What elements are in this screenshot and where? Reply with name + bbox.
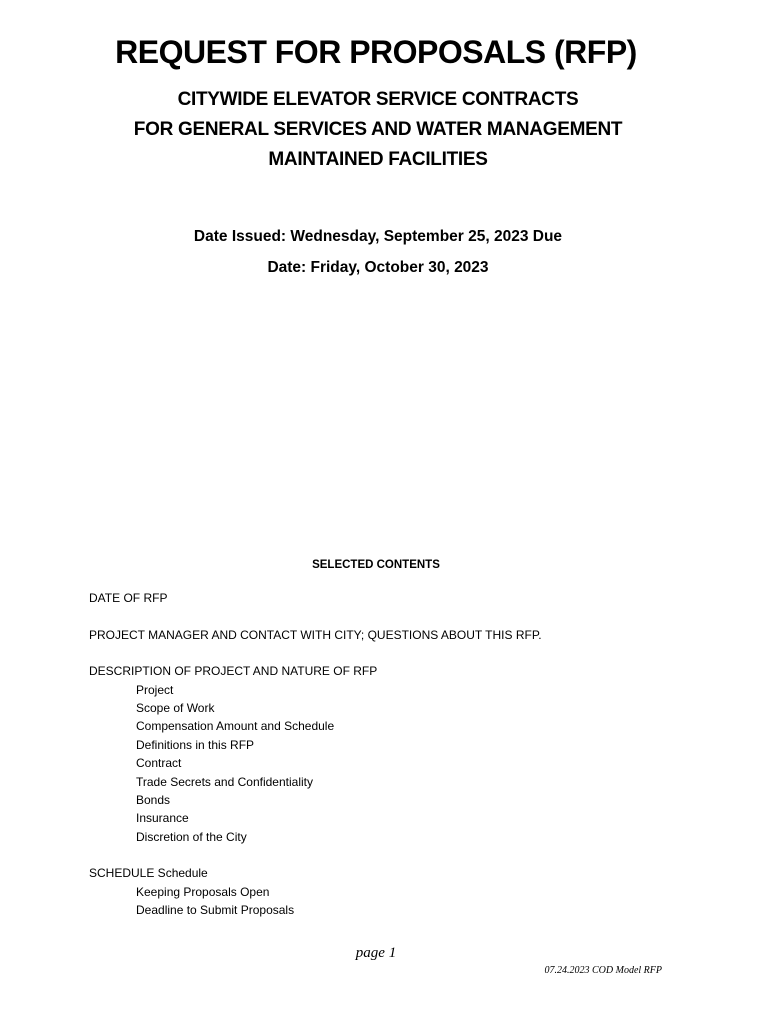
- contents-subitem-bonds: Bonds: [136, 793, 171, 808]
- contents-item-schedule: SCHEDULE Schedule: [89, 866, 208, 881]
- contents-subitem-project: Project: [136, 682, 174, 697]
- contents-heading: SELECTED CONTENTS: [312, 559, 440, 571]
- contents-subitem-contract: Contract: [136, 756, 182, 771]
- contents-subitem-insurance: Insurance: [136, 811, 189, 826]
- contents-subitem-deadline: Deadline to Submit Proposals: [136, 903, 295, 918]
- date-block: [0, 221, 756, 283]
- contents-subitem-trade-secrets: Trade Secrets and Confidentiality: [136, 774, 313, 789]
- subtitle-line-1: CITYWIDE ELEVATOR SERVICE CONTRACTS: [177, 89, 579, 110]
- contents-item-project-manager: PROJECT MANAGER AND CONTACT WITH CITY; QUESTIONS ABOUT THIS RFP.: [89, 627, 542, 642]
- contents-spacer: [89, 607, 709, 625]
- contents-item-date-of-rfp: DATE OF RFP: [89, 591, 168, 605]
- subtitle-line-3: MAINTAINED FACILITIES: [268, 149, 488, 170]
- document-subtitle: [0, 85, 756, 175]
- footer-model-note: 07.24.2023 COD Model RFP: [544, 965, 662, 976]
- contents-spacer: [89, 644, 709, 662]
- contents-spacer: [89, 846, 709, 864]
- contents-subitem-keeping-proposals-open: Keeping Proposals Open: [136, 884, 270, 899]
- date-due-line: Date: Friday, October 30, 2023: [267, 259, 489, 276]
- contents-subitem-compensation: Compensation Amount and Schedule: [136, 719, 335, 734]
- document-title: REQUEST FOR PROPOSALS (RFP): [115, 34, 637, 70]
- contents-subitem-discretion: Discretion of the City: [136, 829, 247, 844]
- page-number: page 1: [355, 945, 397, 961]
- contents-item-description: DESCRIPTION OF PROJECT AND NATURE OF RFP: [89, 664, 378, 679]
- contents-subitem-definitions: Definitions in this RFP: [136, 737, 255, 752]
- contents-subitem-scope-of-work: Scope of Work: [136, 701, 215, 715]
- subtitle-line-2: FOR GENERAL SERVICES AND WATER MANAGEMENT: [133, 119, 623, 140]
- date-issued-line: Date Issued: Wednesday, September 25, 2023 Due: [193, 228, 563, 245]
- contents-list: [89, 589, 709, 920]
